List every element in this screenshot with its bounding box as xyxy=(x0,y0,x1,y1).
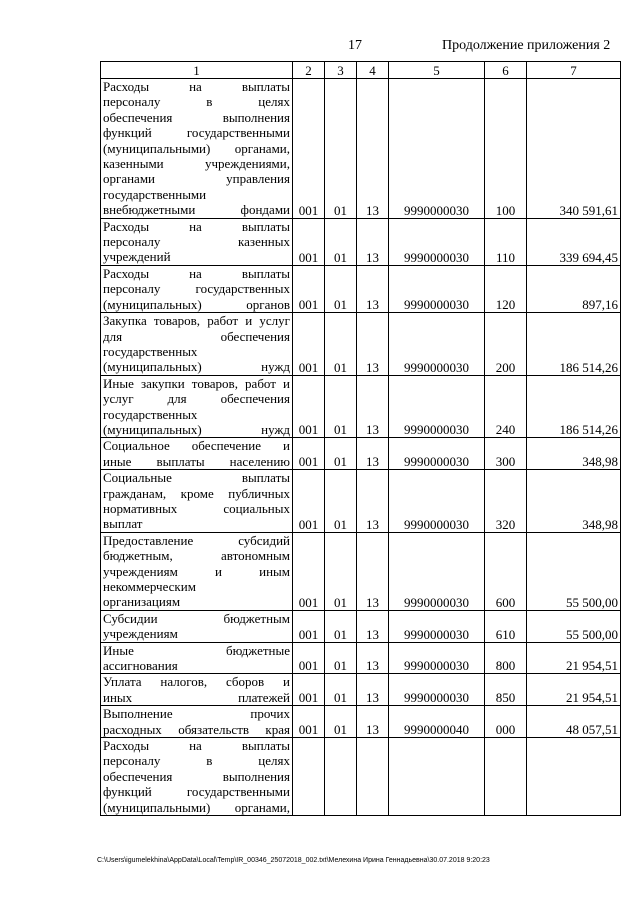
column-header-1: 1 xyxy=(101,62,293,79)
code-cell-c2: 001 xyxy=(293,265,325,312)
amount-cell: 48 057,51 xyxy=(527,706,621,738)
code-cell-c2: 001 xyxy=(293,642,325,674)
expense-name-line: Расходы на выплаты xyxy=(103,265,290,281)
column-header-2: 2 xyxy=(293,62,325,79)
code-cell-c5: 9990000030 xyxy=(389,674,485,706)
code-cell-c5: 9990000040 xyxy=(389,706,485,738)
expense-name-line: ассигнования xyxy=(103,658,178,674)
amount-cell: 186 514,26 xyxy=(527,313,621,376)
expense-name-line: (муниципальных) нужд xyxy=(103,421,290,437)
code-cell-c3: 01 xyxy=(325,470,357,533)
page-number: 17 xyxy=(348,38,362,53)
column-header-3: 3 xyxy=(325,62,357,79)
table-row xyxy=(101,738,621,816)
column-header-7: 7 xyxy=(527,62,621,79)
code-cell-c6: 320 xyxy=(485,470,527,533)
expense-name-cell xyxy=(101,265,293,312)
code-cell-c5: 9990000030 xyxy=(389,438,485,470)
expense-name-line: организациям xyxy=(103,594,181,610)
amount-cell: 21 954,51 xyxy=(527,642,621,674)
table-row xyxy=(101,438,621,470)
amount-cell xyxy=(527,738,621,816)
expense-name-line: некоммерческим xyxy=(103,579,196,594)
code-cell-c5: 9990000030 xyxy=(389,313,485,376)
code-cell-c3: 01 xyxy=(325,375,357,438)
code-cell-c6: 100 xyxy=(485,79,527,219)
expense-name-line: расходных обязательств края xyxy=(103,721,290,737)
code-cell-c4: 13 xyxy=(357,313,389,376)
expense-name-line: учреждений xyxy=(103,249,171,265)
expense-name-cell xyxy=(101,610,293,642)
code-cell-c5: 9990000030 xyxy=(389,470,485,533)
table-row xyxy=(101,706,621,738)
amount-cell: 348,98 xyxy=(527,470,621,533)
code-cell-c2: 001 xyxy=(293,610,325,642)
expense-name-line: Расходы на выплаты xyxy=(103,79,290,94)
expense-name-cell xyxy=(101,79,293,219)
code-cell-c5: 9990000030 xyxy=(389,79,485,219)
code-cell-c2: 001 xyxy=(293,532,325,610)
expense-name-line: органами управления xyxy=(103,171,290,187)
expense-name-line: Расходы на выплаты xyxy=(103,218,290,234)
code-cell-c5: 9990000030 xyxy=(389,642,485,674)
code-cell-c3: 01 xyxy=(325,218,357,265)
footer-file-path: C:\Users\igumelekhina\AppData\Local\Temp\IR_00346_25072018_002.txt\Мелехина Ирина Геннадьевна\30.07.2018 9:20:23 xyxy=(97,857,490,864)
code-cell-c4: 13 xyxy=(357,375,389,438)
expense-name-line: (муниципальных) нужд xyxy=(103,359,290,375)
expense-name-line: учреждениям и иным xyxy=(103,563,290,579)
code-cell-c4 xyxy=(357,738,389,816)
code-cell-c3: 01 xyxy=(325,610,357,642)
expense-name-line: (муниципальными) органами, xyxy=(103,140,290,156)
column-header-6: 6 xyxy=(485,62,527,79)
code-cell-c3: 01 xyxy=(325,313,357,376)
expense-name-line: (муниципальных) органов xyxy=(103,296,290,312)
amount-cell: 340 591,61 xyxy=(527,79,621,219)
code-cell-c6: 120 xyxy=(485,265,527,312)
expense-name-line: Выполнение прочих xyxy=(103,706,290,722)
code-cell-c4: 13 xyxy=(357,706,389,738)
code-cell-c6 xyxy=(485,738,527,816)
code-cell-c6: 600 xyxy=(485,532,527,610)
code-cell-c4: 13 xyxy=(357,218,389,265)
table-row xyxy=(101,642,621,674)
code-cell-c3: 01 xyxy=(325,265,357,312)
expense-name-line: Закупка товаров, работ и услуг xyxy=(103,313,290,329)
code-cell-c4: 13 xyxy=(357,265,389,312)
code-cell-c3: 01 xyxy=(325,532,357,610)
table-row xyxy=(101,375,621,438)
table-row xyxy=(101,265,621,312)
expense-name-line: персоналу в целях xyxy=(103,753,290,769)
code-cell-c6: 610 xyxy=(485,610,527,642)
code-cell-c6: 850 xyxy=(485,674,527,706)
expense-name-line: гражданам, кроме публичных xyxy=(103,485,290,501)
amount-cell: 348,98 xyxy=(527,438,621,470)
table-row xyxy=(101,674,621,706)
code-cell-c2: 001 xyxy=(293,470,325,533)
expense-name-line: обеспечения выполнения xyxy=(103,768,290,784)
table-body xyxy=(101,79,621,816)
code-cell-c6: 000 xyxy=(485,706,527,738)
expense-name-cell xyxy=(101,438,293,470)
expense-name-line: Социальные выплаты xyxy=(103,470,290,486)
code-cell-c2: 001 xyxy=(293,79,325,219)
code-cell-c3: 01 xyxy=(325,674,357,706)
expense-name-line: внебюджетными фондами xyxy=(103,202,290,218)
continuation-label: Продолжение приложения 2 xyxy=(442,38,611,53)
expense-name-line: Уплата налогов, сборов и xyxy=(103,674,290,690)
table-row xyxy=(101,532,621,610)
expense-name-cell xyxy=(101,470,293,533)
code-cell-c2: 001 xyxy=(293,438,325,470)
amount-cell: 339 694,45 xyxy=(527,218,621,265)
code-cell-c6: 110 xyxy=(485,218,527,265)
expense-name-line: для обеспечения xyxy=(103,328,290,344)
code-cell-c5: 9990000030 xyxy=(389,375,485,438)
expense-name-cell xyxy=(101,642,293,674)
code-cell-c3: 01 xyxy=(325,642,357,674)
expense-name-line: функций государственными xyxy=(103,125,290,141)
expense-name-line: обеспечения выполнения xyxy=(103,109,290,125)
expense-name-line: персоналу казенных xyxy=(103,234,290,250)
code-cell-c4: 13 xyxy=(357,642,389,674)
table-row xyxy=(101,610,621,642)
expense-name-line: Социальное обеспечение и xyxy=(103,438,290,454)
expense-name-cell xyxy=(101,218,293,265)
expense-name-line: функций государственными xyxy=(103,784,290,800)
table-row xyxy=(101,79,621,219)
code-cell-c3 xyxy=(325,738,357,816)
amount-cell: 21 954,51 xyxy=(527,674,621,706)
expense-name-cell xyxy=(101,738,293,816)
expense-name-cell xyxy=(101,706,293,738)
code-cell-c2: 001 xyxy=(293,313,325,376)
column-header-4: 4 xyxy=(357,62,389,79)
code-cell-c2 xyxy=(293,738,325,816)
code-cell-c5: 9990000030 xyxy=(389,532,485,610)
table-row xyxy=(101,313,621,376)
code-cell-c4: 13 xyxy=(357,674,389,706)
expense-name-line: персоналу в целях xyxy=(103,94,290,110)
expense-name-line: иные выплаты населению xyxy=(103,453,290,469)
code-cell-c2: 001 xyxy=(293,674,325,706)
expense-name-line: государственными xyxy=(103,186,207,202)
code-cell-c5: 9990000030 xyxy=(389,610,485,642)
expense-name-line: Расходы на выплаты xyxy=(103,738,290,754)
expense-name-line: персоналу государственных xyxy=(103,281,290,297)
table-row xyxy=(101,470,621,533)
code-cell-c4: 13 xyxy=(357,532,389,610)
column-header-5: 5 xyxy=(389,62,485,79)
expense-name-line: государственных xyxy=(103,406,198,422)
expense-name-line: Предоставление субсидий xyxy=(103,532,290,548)
expense-name-line: иных платежей xyxy=(103,689,290,705)
table-row xyxy=(101,218,621,265)
expense-name-line: Иные бюджетные xyxy=(103,642,290,658)
code-cell-c2: 001 xyxy=(293,218,325,265)
code-cell-c3: 01 xyxy=(325,438,357,470)
expense-name-line: Иные закупки товаров, работ и xyxy=(103,375,290,391)
code-cell-c3: 01 xyxy=(325,79,357,219)
code-cell-c4: 13 xyxy=(357,470,389,533)
expense-name-cell xyxy=(101,532,293,610)
code-cell-c6: 300 xyxy=(485,438,527,470)
header-row xyxy=(101,62,621,79)
expense-name-line: выплат xyxy=(103,516,143,532)
code-cell-c3: 01 xyxy=(325,706,357,738)
expense-name-line: услуг для обеспечения xyxy=(103,391,290,407)
code-cell-c4: 13 xyxy=(357,610,389,642)
amount-cell: 55 500,00 xyxy=(527,532,621,610)
expense-name-cell xyxy=(101,674,293,706)
amount-cell: 897,16 xyxy=(527,265,621,312)
budget-table xyxy=(100,61,621,816)
code-cell-c4: 13 xyxy=(357,79,389,219)
expense-name-line: бюджетным, автономным xyxy=(103,548,290,564)
code-cell-c4: 13 xyxy=(357,438,389,470)
expense-name-cell xyxy=(101,313,293,376)
code-cell-c5: 9990000030 xyxy=(389,265,485,312)
expense-name-line: учреждениям xyxy=(103,626,178,642)
code-cell-c5 xyxy=(389,738,485,816)
code-cell-c6: 200 xyxy=(485,313,527,376)
expense-name-line: государственных xyxy=(103,343,198,359)
code-cell-c6: 240 xyxy=(485,375,527,438)
code-cell-c6: 800 xyxy=(485,642,527,674)
code-cell-c5: 9990000030 xyxy=(389,218,485,265)
code-cell-c2: 001 xyxy=(293,375,325,438)
expense-name-line: (муниципальными) органами, xyxy=(103,799,290,815)
expense-name-cell xyxy=(101,375,293,438)
expense-name-line: казенными учреждениями, xyxy=(103,156,290,172)
expense-name-line: нормативных социальных xyxy=(103,500,290,516)
amount-cell: 55 500,00 xyxy=(527,610,621,642)
code-cell-c2: 001 xyxy=(293,706,325,738)
amount-cell: 186 514,26 xyxy=(527,375,621,438)
expense-name-line: Субсидии бюджетным xyxy=(103,610,290,626)
